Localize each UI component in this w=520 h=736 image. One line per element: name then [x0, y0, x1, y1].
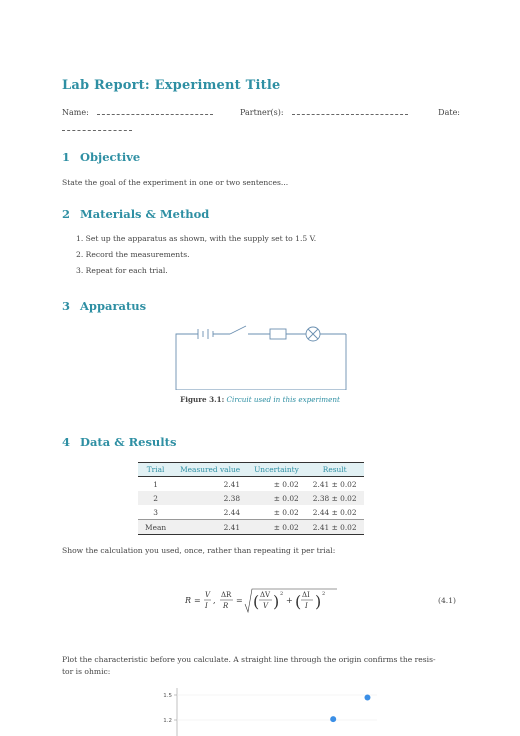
date-field — [438, 108, 460, 117]
document-title: Lab Report: Experiment Title — [62, 78, 281, 93]
section-number: 3 — [62, 299, 71, 313]
table-cell: 2.38 — [173, 491, 247, 505]
section-number: 1 — [62, 150, 71, 164]
figure-label: Figure 3.1: — [180, 395, 225, 404]
table-row-mean — [138, 520, 364, 535]
table-header: Result — [306, 463, 364, 477]
table-cell: ± 0.02 — [273, 479, 299, 489]
section-number: 4 — [62, 435, 71, 449]
table-row — [138, 491, 364, 505]
svg-text:ΔI: ΔI — [302, 591, 310, 599]
section-heading-data — [62, 435, 176, 449]
list-item: 2. Record the measurements. — [76, 250, 190, 259]
section-heading-apparatus — [62, 299, 146, 313]
svg-text:2: 2 — [280, 591, 284, 597]
plot-text — [62, 654, 436, 678]
table-cell: 1 — [153, 479, 158, 489]
table-cell: ± 0.02 — [247, 491, 306, 505]
objective-text: State the goal of the experiment in one or two sentences... — [62, 178, 289, 187]
svg-text:(: ( — [295, 592, 302, 611]
lamp-cross — [308, 329, 318, 339]
svg-text:ΔR: ΔR — [221, 591, 232, 599]
name-blank — [97, 108, 213, 115]
svg-text:ΔV: ΔV — [260, 591, 271, 599]
table-cell: 2.44 — [223, 507, 241, 517]
method-list — [76, 231, 316, 279]
table-cell: 2.41 ± 0.02 — [312, 479, 357, 489]
svg-text:,: , — [213, 596, 216, 605]
equation-number: (4.1) — [438, 596, 457, 605]
svg-text:I: I — [305, 602, 308, 610]
table-cell: 2.41 ± 0.02 — [306, 520, 364, 535]
resistor — [270, 329, 286, 339]
name-label: Name: — [62, 108, 89, 117]
plot-text-line: tor is ohmic: — [62, 667, 111, 676]
calculation-text: Show the calculation you used, once, rather than repeating it per trial: — [62, 546, 336, 555]
date-label: Date: — [438, 108, 460, 117]
table-cell: 2.41 — [223, 479, 241, 489]
figure-text: Circuit used in this experiment — [226, 395, 340, 404]
table-row — [138, 477, 364, 492]
date-blank — [62, 124, 132, 131]
circuit-wire-left — [176, 334, 198, 390]
plot-text-line: Plot the characteristic before you calculate. A straight line through the origin confirms the resis- — [62, 655, 436, 664]
data-point — [330, 716, 336, 722]
svg-text:+: + — [286, 596, 293, 605]
section-title: Data & Results — [80, 435, 177, 449]
chart-plot-area — [163, 688, 377, 736]
data-point — [364, 695, 370, 701]
svg-text:2: 2 — [322, 591, 326, 597]
equation — [185, 586, 345, 616]
table-cell: 3 — [153, 507, 158, 517]
svg-text:I: I — [205, 602, 208, 610]
y-tick-label: 1.5 — [163, 693, 172, 699]
table-header-row — [138, 463, 364, 477]
svg-text:): ) — [273, 592, 280, 611]
svg-text:V: V — [263, 602, 269, 610]
results-table — [138, 462, 364, 535]
table-cell: 2.44 ± 0.02 — [312, 507, 357, 517]
svg-text:=: = — [236, 596, 243, 605]
svg-text:(: ( — [253, 592, 260, 611]
section-title: Objective — [80, 150, 141, 164]
section-title: Apparatus — [80, 299, 147, 313]
list-item: 3. Repeat for each trial. — [76, 266, 168, 275]
table-row — [138, 505, 364, 520]
svg-text:R: R — [223, 602, 229, 610]
section-heading-objective — [62, 150, 140, 164]
svg-text:R: R — [185, 596, 192, 605]
svg-text:V: V — [205, 591, 211, 599]
table-cell: 2.38 ± 0.02 — [306, 491, 364, 505]
characteristic-chart — [155, 688, 385, 736]
table-cell: 2.41 — [173, 520, 247, 535]
figure-caption — [0, 395, 520, 404]
table-cell: ± 0.02 — [273, 507, 299, 517]
circuit-diagram — [172, 324, 350, 390]
table-header: Trial — [138, 463, 173, 477]
partner-label: Partner(s): — [240, 108, 284, 117]
table-cell: ± 0.02 — [247, 520, 306, 535]
svg-text:): ) — [315, 592, 322, 611]
svg-text:=: = — [194, 596, 201, 605]
table-header: Uncertainty — [247, 463, 306, 477]
circuit-wire-bottom — [176, 334, 346, 390]
table-header: Measured value — [173, 463, 247, 477]
partner-field — [240, 108, 408, 117]
section-heading-method — [62, 207, 209, 221]
list-item: 1. Set up the apparatus as shown, with the supply set to 1.5 V. — [76, 234, 317, 243]
table-cell: 2 — [138, 491, 173, 505]
y-tick-label: 1.2 — [163, 718, 172, 724]
name-field — [62, 108, 213, 117]
section-title: Materials & Method — [80, 207, 210, 221]
section-number: 2 — [62, 207, 71, 221]
partner-blank — [292, 108, 408, 115]
table-cell: Mean — [138, 520, 173, 535]
switch-lever — [230, 326, 246, 334]
